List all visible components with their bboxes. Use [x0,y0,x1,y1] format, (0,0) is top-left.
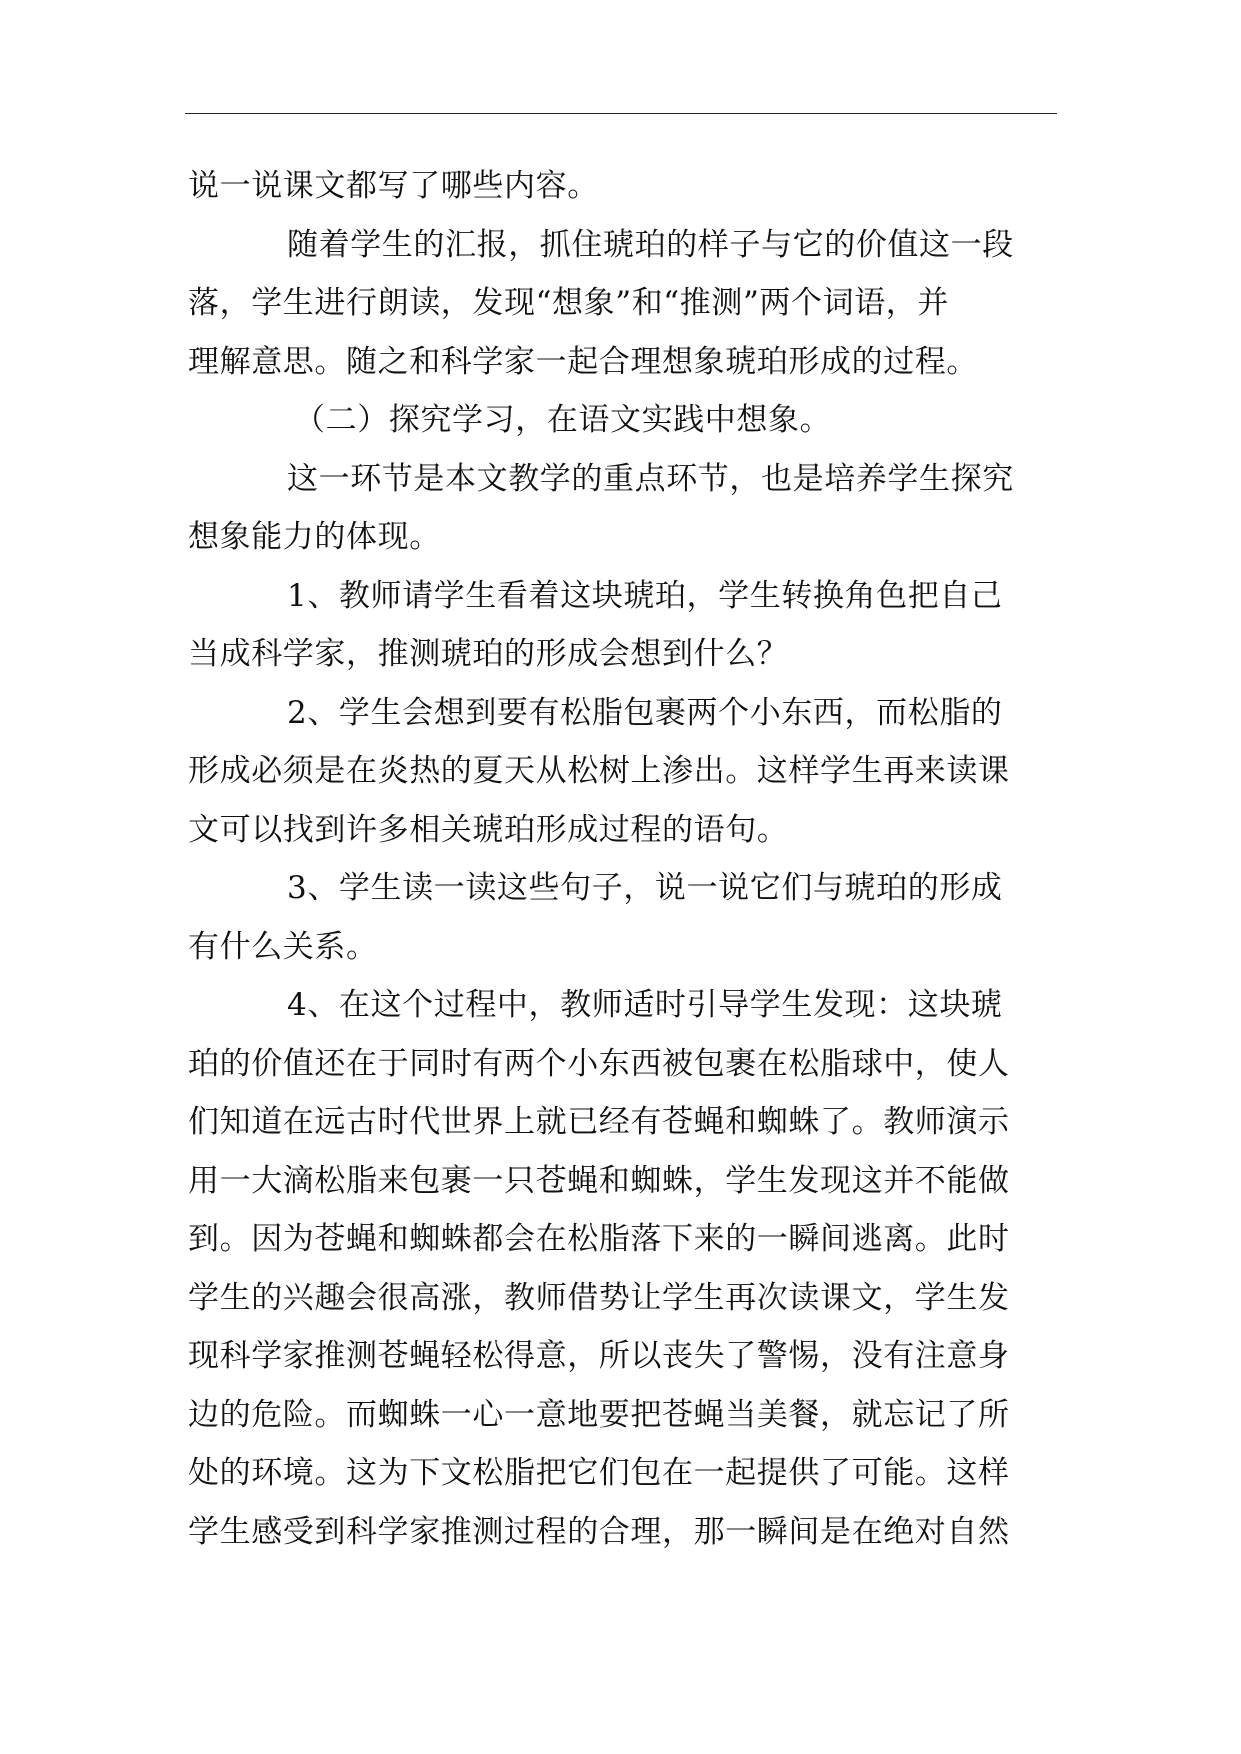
text-line: 形成必须是在炎热的夏天从松树上渗出。这样学生再来读课 [188,753,1010,789]
text-line: 2、学生会想到要有松脂包裹两个小东西，而松脂的 [287,694,1003,731]
text-line: 这一环节是本文教学的重点环节，也是培养学生探究 [287,460,1014,497]
text-line: 当成科学家，推测琥珀的形成会想到什么？ [188,636,789,672]
text-line: 到。因为苍蝇和蜘蛛都会在松脂落下来的一瞬间逃离。此时 [188,1221,1010,1257]
text-line: 4、在这个过程中，教师适时引导学生发现：这块琥 [287,987,1003,1023]
body-text [188,157,1068,1561]
text-line: 随着学生的汇报，抓住琥珀的样子与它的价值这一段 [287,226,1014,263]
text-line: 1、教师请学生看着这块琥珀，学生转换角色把自己 [287,577,1003,614]
text-line: 3、学生读一读这些句子，说一说它们与琥珀的形成 [287,870,1003,906]
text-line: 学生的兴趣会很高涨，教师借势让学生再次读课文，学生发 [188,1279,1010,1316]
text-line: 用一大滴松脂来包裹一只苍蝇和蜘蛛，学生发现这并不能做 [188,1162,1010,1199]
text-line: 文可以找到许多相关琥珀形成过程的语句。 [188,811,789,848]
text-line: 们知道在远古时代世界上就已经有苍蝇和蜘蛛了。教师演示 [188,1104,1010,1140]
text-line: 落，学生进行朗读，发现“想象”和“推测”两个词语，并 [188,285,949,321]
section-heading: （二）探究学习，在语文实践中想象。 [294,402,832,438]
text-line: 理解意思。随之和科学家一起合理想象琥珀形成的过程。 [188,343,978,380]
text-line: 有什么关系。 [188,928,378,965]
text-line: 想象能力的体现。 [188,519,441,555]
text-line: 珀的价值还在于同时有两个小东西被包裹在松脂球中，使人 [188,1045,1010,1082]
text-line: 边的危险。而蜘蛛一心一意地要把苍蝇当美餐，就忘记了所 [188,1396,1010,1433]
text-line: 学生感受到科学家推测过程的合理，那一瞬间是在绝对自然 [188,1513,1010,1550]
text-line: 现科学家推测苍蝇轻松得意，所以丧失了警惕，没有注意身 [188,1338,1010,1374]
header-rule [185,113,1057,114]
text-line: 处的环境。这为下文松脂把它们包在一起提供了可能。这样 [188,1455,1010,1491]
text-line: 说一说课文都写了哪些内容。 [188,168,599,204]
